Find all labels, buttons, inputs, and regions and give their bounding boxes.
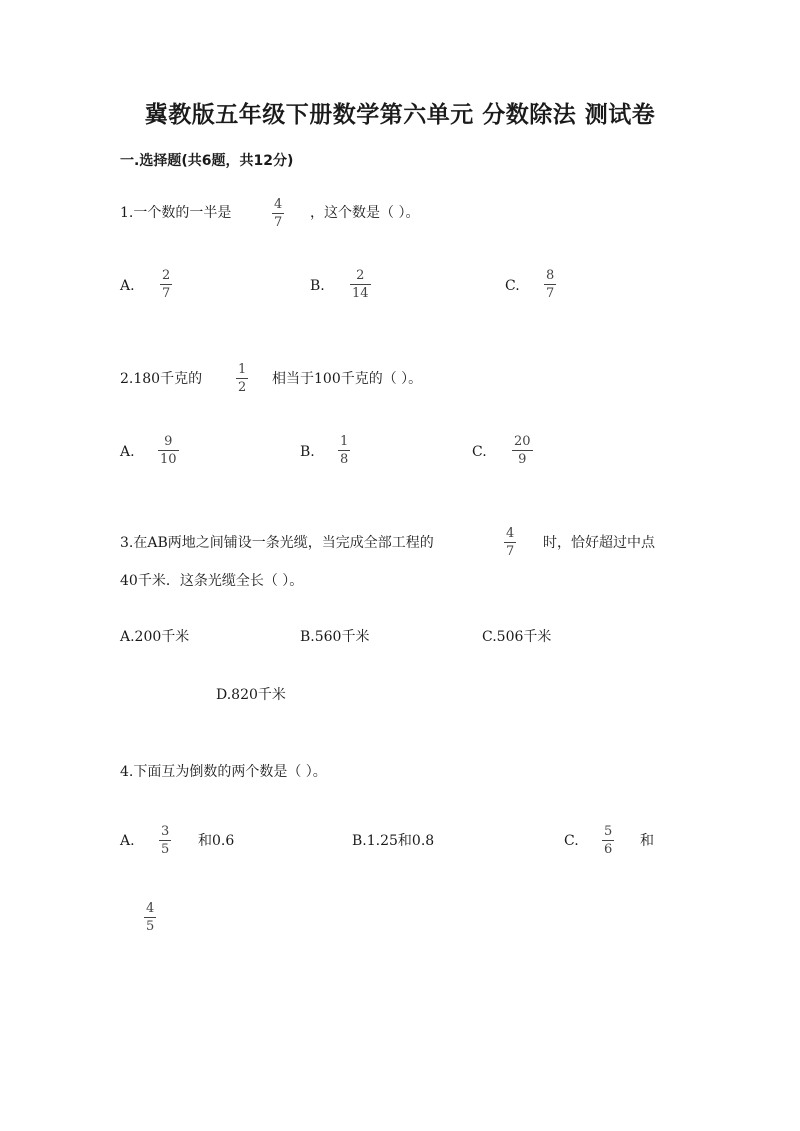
denominator: 7 <box>274 215 283 230</box>
question-stem-tail: ，这个数是（ ）。 <box>310 205 420 221</box>
option-a-label: A. <box>120 833 135 849</box>
fraction-bar <box>158 450 179 451</box>
fraction-bar <box>544 284 556 285</box>
option-c-tail: 和 <box>640 833 654 849</box>
fraction-bar <box>350 284 371 285</box>
option-a-label: A. <box>120 278 135 294</box>
numerator: 2 <box>162 268 171 283</box>
option-b-label: B. <box>300 444 315 460</box>
denominator: 14 <box>352 286 369 301</box>
fraction-bar <box>159 840 171 841</box>
option-d: D.820千米 <box>216 687 286 703</box>
option-b-fraction <box>350 268 371 301</box>
option-b: B.1.25和0.8 <box>352 833 435 849</box>
option-c-fraction-2 <box>144 901 156 934</box>
denominator: 10 <box>160 452 177 467</box>
denominator: 7 <box>162 286 171 301</box>
denominator: 8 <box>340 452 349 467</box>
stem-fraction <box>504 526 516 559</box>
option-c: C.506千米 <box>482 629 552 645</box>
numerator: 4 <box>146 901 155 916</box>
option-a-fraction <box>159 824 171 857</box>
option-c-label: C. <box>505 278 520 294</box>
numerator: 4 <box>506 526 515 541</box>
numerator: 5 <box>604 824 613 839</box>
numerator: 20 <box>514 434 531 449</box>
fraction-bar <box>504 542 516 543</box>
numerator: 1 <box>340 434 349 449</box>
fraction-bar <box>338 450 350 451</box>
option-b-label: B. <box>310 278 325 294</box>
section-heading: 一.选择题(共6题，共12分) <box>120 153 294 169</box>
question-stem-tail: 时，恰好超过中点 <box>543 535 655 551</box>
fraction-bar <box>272 213 284 214</box>
fraction-bar <box>160 284 172 285</box>
option-b: B.560千米 <box>300 629 370 645</box>
question-stem: 4.下面互为倒数的两个数是（ ）。 <box>120 764 327 780</box>
denominator: 9 <box>518 452 527 467</box>
stem-fraction <box>272 197 284 230</box>
question-stem-tail: 相当于100千克的（ ）。 <box>272 371 423 387</box>
option-c-fraction <box>544 268 556 301</box>
denominator: 7 <box>506 544 515 559</box>
numerator: 4 <box>274 197 283 212</box>
denominator: 5 <box>146 919 155 934</box>
option-b-fraction <box>338 434 350 467</box>
question-stem: 1.一个数的一半是 <box>120 205 232 221</box>
numerator: 9 <box>164 434 173 449</box>
question-stem: 2.180千克的 <box>120 371 203 387</box>
fraction-bar <box>144 917 156 918</box>
page-title: 冀教版五年级下册数学第六单元 分数除法 测试卷 <box>144 102 656 128</box>
fraction-bar <box>602 840 614 841</box>
numerator: 2 <box>356 268 365 283</box>
option-a-fraction <box>158 434 179 467</box>
fraction-bar <box>236 378 248 379</box>
option-a-fraction <box>160 268 172 301</box>
option-c-fraction <box>602 824 614 857</box>
option-a: A.200千米 <box>120 629 190 645</box>
denominator: 5 <box>161 842 170 857</box>
option-a-label: A. <box>120 444 135 460</box>
denominator: 6 <box>604 842 613 857</box>
numerator: 3 <box>161 824 170 839</box>
numerator: 1 <box>238 362 247 377</box>
option-c-label: C. <box>472 444 487 460</box>
question-stem: 3.在AB两地之间铺设一条光缆，当完成全部工程的 <box>120 535 434 551</box>
stem-fraction <box>236 362 248 395</box>
option-c-fraction <box>512 434 533 467</box>
numerator: 8 <box>546 268 555 283</box>
option-c-label: C. <box>564 833 579 849</box>
denominator: 2 <box>238 380 247 395</box>
fraction-bar <box>512 450 533 451</box>
question-stem-line2: 40千米．这条光缆全长（ ）。 <box>120 573 304 589</box>
denominator: 7 <box>546 286 555 301</box>
option-a-tail: 和0.6 <box>198 833 235 849</box>
